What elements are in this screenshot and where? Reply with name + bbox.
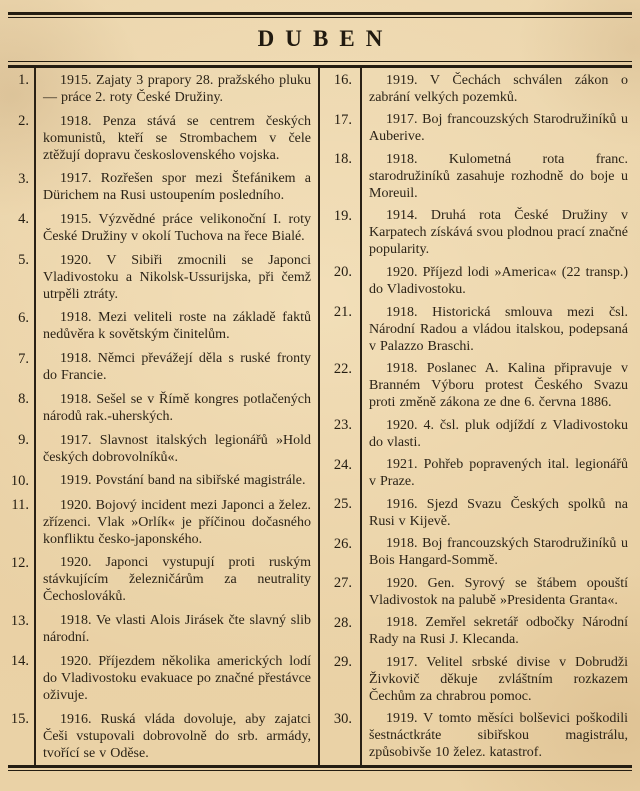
entry-description: Výzvědné práce velikonoční I. roty České Družiny v okolí Tuchova na řece Bialé.	[43, 211, 312, 244]
entry-description: 4. čsl. pluk odjíždí z Vladivostoku do vlasti.	[369, 417, 628, 450]
day-number: 11.	[11, 497, 29, 514]
entry-year: 1918.	[60, 113, 92, 129]
entry-description: Druhá rota České Družiny v Karpatech získává svou plodnou prací značné popularity.	[369, 208, 629, 258]
entry-text	[34, 391, 318, 425]
entry-description: Velitel srbské divise v Dobrudži Živkovič děkuje zvláštním rozkazem Čechům za chrabrou pomoc.	[369, 654, 629, 704]
entry-year: 1920.	[60, 653, 92, 669]
entry-year: 1920.	[60, 555, 92, 571]
day-number: 24.	[333, 456, 352, 473]
calendar-entry	[318, 710, 632, 761]
entry-description: Poslanec A. Kalina připravuje v Branném Výboru protest Českého Svazu proti změně zákona ze dne 6. června 1886.	[369, 361, 629, 411]
entry-text	[34, 554, 318, 605]
calendar-entry	[318, 575, 632, 609]
calendar-entry	[8, 170, 318, 204]
calendar-entry	[318, 72, 632, 106]
entry-description: Zemřel sekretář odbočky Národní Rady na Rusi J. Klecanda.	[369, 615, 628, 648]
entry-year: 1917.	[386, 112, 418, 128]
entry-description: Boj francouzských Starodružiníků u Bois Hangard-Sommě.	[369, 536, 628, 569]
entry-description: Slavnost italských legionářů »Hold českých dobrovolníků«.	[43, 432, 311, 465]
day-number: 3.	[18, 170, 29, 187]
entry-description: V tomto měsíci bolševici poškodili šestnáctkráte sibiřskou magistrálu, způsobivše 10 želez. katastrof.	[369, 711, 629, 761]
entry-text	[360, 654, 632, 705]
entry-year: 1918.	[60, 310, 92, 326]
day-number: 13.	[10, 612, 29, 629]
entry-year: 1918.	[386, 536, 418, 552]
entry-description: Gen. Syrový se štábem opouští Vladivostok na palubě »Presidenta Granta«.	[369, 575, 628, 608]
entry-description: V Sibiři zmocnili se Japonci Vladivostoku a Nikolsk-Ussurijska, při čemž utrpěli ztráty.	[43, 252, 312, 302]
entry-text	[34, 612, 318, 646]
entry-year: 1918.	[386, 304, 418, 320]
entry-text	[360, 304, 632, 355]
entry-description: Příjezd lodi »America« (22 transp.) do Vladivostoku.	[369, 264, 629, 297]
entry-year: 1917.	[60, 171, 92, 187]
entry-year: 1918.	[60, 613, 92, 629]
entry-text	[360, 264, 632, 298]
page-title: DUBEN	[257, 26, 394, 52]
entry-text	[360, 111, 632, 145]
day-number: 4.	[18, 211, 29, 228]
entry-description: Bojový incident mezi Japonci a želez. zřízenci. Vlak »Orlík« je příčinou dočasného konfliktu česko-japonského.	[43, 497, 311, 547]
calendar-entry	[318, 207, 632, 258]
entry-year: 1919.	[60, 473, 92, 489]
calendar-entry	[8, 350, 318, 384]
calendar-entry	[8, 72, 318, 106]
day-number: 17.	[333, 111, 352, 128]
day-number: 26.	[333, 535, 352, 552]
entry-description: Penza stává se centrem českých komunistů, kteří se Strombachem v čele ztěžují dopravu československého vojska.	[43, 113, 311, 163]
calendar-entry	[318, 654, 632, 705]
entry-text	[34, 653, 318, 704]
column-left	[8, 72, 318, 762]
entry-year: 1918.	[386, 151, 418, 167]
entry-text	[34, 432, 318, 466]
entry-year: 1916.	[386, 496, 418, 512]
day-number: 28.	[333, 614, 352, 631]
entry-text	[34, 309, 318, 343]
day-number: 25.	[333, 496, 352, 513]
entry-year: 1920.	[60, 252, 92, 268]
calendar-entry	[8, 554, 318, 605]
day-number: 16.	[333, 72, 352, 89]
entry-year: 1920.	[386, 575, 418, 591]
day-number: 14.	[10, 653, 29, 670]
entry-year: 1920.	[60, 497, 92, 513]
entry-text	[34, 711, 318, 762]
day-number: 1.	[18, 72, 29, 89]
entry-text	[360, 207, 632, 258]
entry-year: 1917.	[386, 654, 418, 670]
calendar-entry	[318, 151, 632, 202]
entry-year: 1919.	[386, 711, 418, 727]
day-number: 15.	[10, 711, 29, 728]
top-double-rule	[8, 12, 632, 18]
day-number: 23.	[333, 417, 352, 434]
entry-description: Rozřešen spor mezi Štefánikem a Dürichem na Rusi ustoupením posledního.	[43, 171, 312, 204]
entry-text	[34, 211, 318, 245]
column-divider-right-gutter	[360, 68, 362, 765]
calendar-entry	[318, 496, 632, 530]
calendar-entry	[8, 497, 318, 548]
column-divider-center	[318, 68, 320, 765]
entry-description: Japonci vystupují proti ruským stávkujícím železničárům za neutrality Čechoslováků.	[43, 555, 311, 605]
day-number: 20.	[333, 264, 352, 281]
entry-description: Ruská vláda dovoluje, aby zajatci Češi vstupovali dobrovolně do srb. armády, tvořící se v Oděse.	[43, 711, 311, 761]
entry-text	[360, 496, 632, 530]
entry-description: Pohřeb popravených ital. legionářů v Praze.	[369, 457, 629, 490]
entry-description: Sjezd Svazu Českých spolků na Rusi v Kijevě.	[369, 496, 628, 529]
calendar-entry	[8, 432, 318, 466]
day-number: 12.	[10, 554, 29, 571]
entry-text	[360, 614, 632, 648]
day-number: 5.	[18, 252, 29, 269]
entry-text	[360, 151, 632, 202]
entry-text	[34, 252, 318, 303]
entry-text	[34, 113, 318, 164]
entry-text	[360, 72, 632, 106]
entry-description: V Čechách schválen zákon o zabrání velkých pozemků.	[369, 72, 628, 105]
entry-year: 1919.	[386, 72, 418, 88]
calendar-entry	[8, 113, 318, 164]
column-divider-left-gutter	[34, 68, 36, 765]
calendar-entry	[8, 612, 318, 646]
entry-year: 1918.	[386, 361, 418, 377]
day-number: 19.	[333, 207, 352, 224]
entry-description: Mezi veliteli roste na základě faktů nedůvěra k sovětským činitelům.	[43, 310, 311, 343]
entry-description: Ve vlasti Alois Jirásek čte slavný slib národní.	[43, 613, 311, 646]
day-number: 8.	[18, 391, 29, 408]
calendar-entry	[318, 111, 632, 145]
entry-text	[34, 350, 318, 384]
day-number: 6.	[18, 309, 29, 326]
day-number: 27.	[333, 575, 352, 592]
entry-year: 1920.	[386, 417, 418, 433]
entry-year: 1918.	[60, 391, 92, 407]
entry-description: Zajaty 3 prapory 28. pražského pluku — práce 2. roty České Družiny.	[43, 72, 311, 105]
entry-description: Povstání band na sibiřské magistrále.	[95, 473, 306, 489]
entry-description: Boj francouzských Starodružiníků u Auberive.	[369, 112, 628, 145]
calendar-entry	[8, 711, 318, 762]
calendar-entry	[8, 653, 318, 704]
calendar-entry	[318, 417, 632, 451]
entry-year: 1914.	[386, 208, 418, 224]
calendar-entry	[318, 264, 632, 298]
calendar-entry	[318, 360, 632, 411]
day-number: 10.	[10, 472, 29, 489]
entry-description: Němci převážejí děla s ruské fronty do Francie.	[43, 351, 311, 384]
calendar-entry	[8, 211, 318, 245]
day-number: 21.	[333, 304, 352, 321]
calendar-entry	[8, 472, 318, 490]
calendar-entry	[318, 304, 632, 355]
entry-year: 1916.	[60, 711, 92, 727]
entry-text	[360, 456, 632, 490]
bottom-double-rule	[8, 765, 632, 771]
entry-year: 1921.	[386, 457, 418, 473]
entry-text	[360, 417, 632, 451]
entry-year: 1915.	[60, 72, 92, 88]
day-number: 29.	[333, 654, 352, 671]
calendar-entry	[318, 535, 632, 569]
entry-year: 1915.	[60, 211, 92, 227]
entry-description: Sešel se v Římě kongres potlačených národů rak.-uherských.	[43, 391, 312, 424]
day-number: 30.	[333, 710, 352, 727]
day-number: 9.	[18, 432, 29, 449]
entry-text	[34, 472, 318, 490]
entry-text	[360, 535, 632, 569]
entry-description: Kulometná rota franc. starodružiníků zasahuje rozhodně do boje u Moreuil.	[369, 151, 628, 201]
column-right	[318, 72, 632, 762]
day-number: 7.	[18, 350, 29, 367]
entry-text	[34, 170, 318, 204]
day-number: 18.	[333, 151, 352, 168]
calendar-content	[8, 68, 632, 765]
day-number: 22.	[333, 360, 352, 377]
entry-year: 1917.	[60, 432, 92, 448]
entry-text	[34, 72, 318, 106]
entry-text	[360, 360, 632, 411]
calendar-entry	[318, 614, 632, 648]
entry-description: Historická smlouva mezi čsl. Národní Radou a vládou italskou, podepsaná v Palazzo Braschi.	[369, 304, 628, 354]
day-number: 2.	[18, 113, 29, 130]
calendar-entry	[318, 456, 632, 490]
entry-year: 1918.	[60, 351, 92, 367]
entry-text	[360, 575, 632, 609]
entry-year: 1918.	[386, 615, 418, 631]
calendar-entry	[8, 309, 318, 343]
calendar-entry	[8, 252, 318, 303]
calendar-entry	[8, 391, 318, 425]
entry-text	[34, 497, 318, 548]
entry-year: 1920.	[386, 264, 418, 280]
entry-text	[360, 710, 632, 761]
entry-description: Příjezdem několika amerických lodí do Vladivostoku evakuace po značné přestávce oživuje.	[43, 653, 312, 703]
